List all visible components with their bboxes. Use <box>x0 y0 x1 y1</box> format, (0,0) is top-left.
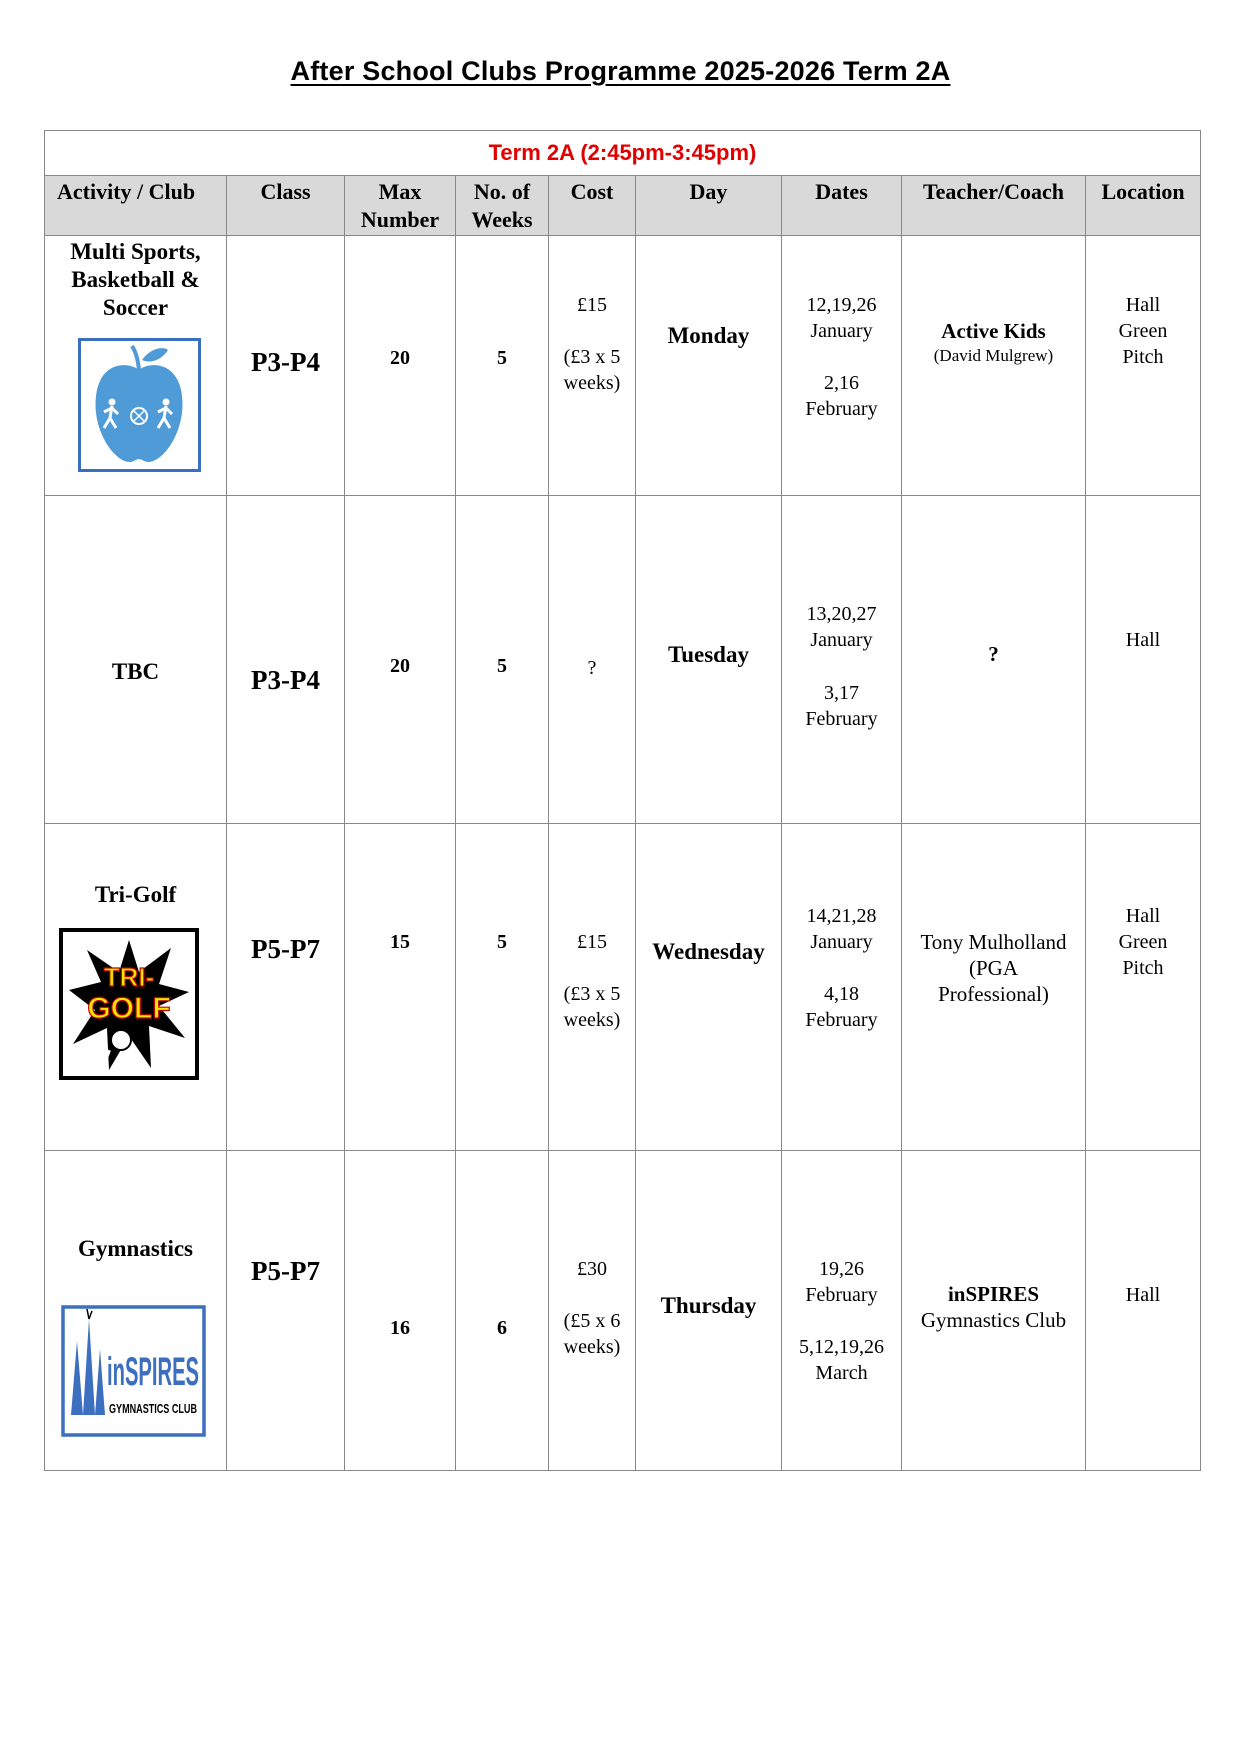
day-cell: Monday <box>636 236 782 496</box>
day-cell: Wednesday <box>636 824 782 1151</box>
weeks-cell: 5 <box>456 496 549 824</box>
inspires-gymnastics-logo <box>61 1305 206 1437</box>
header-day: Day <box>636 176 782 236</box>
table-row <box>45 824 1201 1151</box>
dates-cell: 14,21,28 January 4,18 February <box>782 824 902 1151</box>
weeks-cell: 5 <box>456 824 549 1151</box>
header-cost: Cost <box>549 176 636 236</box>
header-row <box>45 176 1201 236</box>
header-activity: Activity / Club <box>45 176 227 236</box>
table-row <box>45 1151 1201 1471</box>
class-cell: P5-P7 <box>227 1151 345 1471</box>
cost-cell: £30 (£5 x 6 weeks) <box>549 1151 636 1471</box>
tri-golf-logo <box>59 928 199 1080</box>
class-cell: P5-P7 <box>227 824 345 1151</box>
svg-text:GOLF: GOLF <box>87 992 171 1025</box>
header-location: Location <box>1086 176 1201 236</box>
term-row <box>45 131 1201 176</box>
activity-cell: Multi Sports, Basketball & Soccer <box>45 236 227 496</box>
teacher-cell: Tony Mulholland (PGA Professional) <box>902 824 1086 1151</box>
max-cell: 16 <box>345 1151 456 1471</box>
header-max: Max Number <box>345 176 456 236</box>
day-cell: Tuesday <box>636 496 782 824</box>
page-title: After School Clubs Programme 2025-2026 Term 2A <box>290 56 951 86</box>
teacher-cell: Active Kids (David Mulgrew) <box>902 236 1086 496</box>
location-cell: Hall <box>1086 496 1201 824</box>
apple-sports-logo <box>78 338 201 472</box>
activity-cell: Gymnastics inSPIRES GYMNASTICS CLUB <box>45 1151 227 1471</box>
table-row <box>45 236 1201 496</box>
class-cell: P3-P4 <box>227 236 345 496</box>
teacher-cell: ? <box>902 496 1086 824</box>
cost-cell: ? <box>549 496 636 824</box>
table-row <box>45 496 1201 824</box>
term-heading: Term 2A (2:45pm-3:45pm) <box>45 131 1201 176</box>
activity-cell: TBC <box>45 496 227 824</box>
location-cell: Hall Green Pitch <box>1086 236 1201 496</box>
max-cell: 20 <box>345 236 456 496</box>
svg-text:inSPIRES: inSPIRES <box>107 1350 199 1394</box>
weeks-cell: 6 <box>456 1151 549 1471</box>
max-cell: 20 <box>345 496 456 824</box>
location-cell: Hall Green Pitch <box>1086 824 1201 1151</box>
cost-cell: £15 (£3 x 5 weeks) <box>549 824 636 1151</box>
dates-cell: 13,20,27 January 3,17 February <box>782 496 902 824</box>
day-cell: Thursday <box>636 1151 782 1471</box>
clubs-table <box>44 130 1201 1471</box>
svg-text:GYMNASTICS CLUB: GYMNASTICS CLUB <box>109 1401 197 1416</box>
activity-cell: Tri-Golf TRI- GOLF <box>45 824 227 1151</box>
header-dates: Dates <box>782 176 902 236</box>
max-cell: 15 <box>345 824 456 1151</box>
teacher-cell: inSPIRES Gymnastics Club <box>902 1151 1086 1471</box>
weeks-cell: 5 <box>456 236 549 496</box>
cost-cell: £15 (£3 x 5 weeks) <box>549 236 636 496</box>
location-cell: Hall <box>1086 1151 1201 1471</box>
dates-cell: 19,26 February 5,12,19,26 March <box>782 1151 902 1471</box>
header-class: Class <box>227 176 345 236</box>
dates-cell: 12,19,26 January 2,16 February <box>782 236 902 496</box>
svg-text:TRI-: TRI- <box>103 962 155 992</box>
header-weeks: No. of Weeks <box>456 176 549 236</box>
class-cell: P3-P4 <box>227 496 345 824</box>
header-teacher: Teacher/Coach <box>902 176 1086 236</box>
